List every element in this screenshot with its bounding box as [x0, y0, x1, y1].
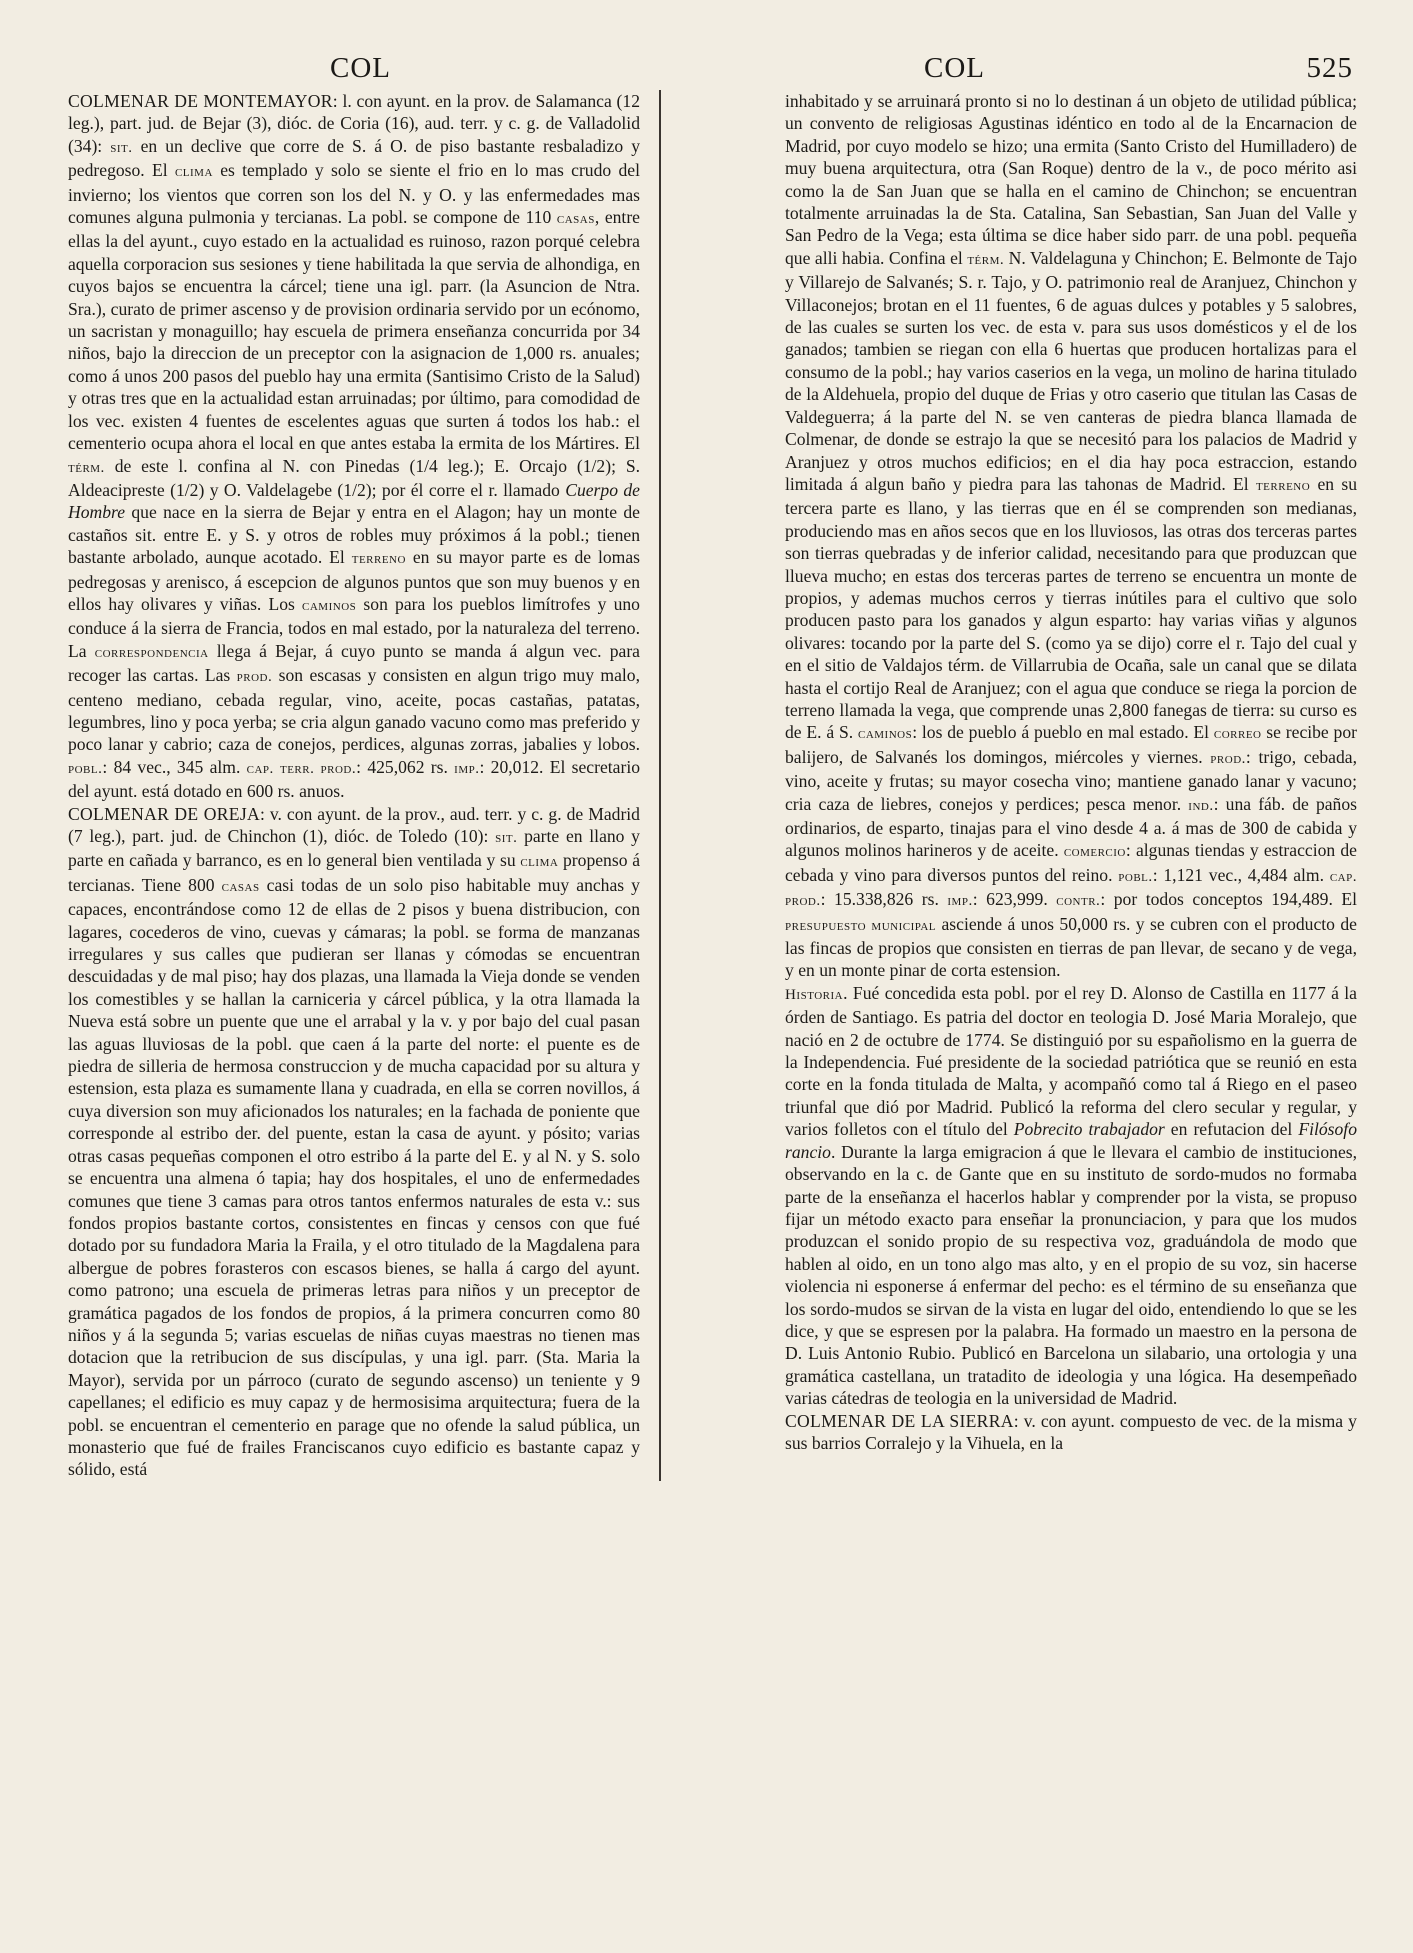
entry-keyword: sit.: [110, 139, 133, 156]
historia-section: [785, 982, 1357, 1410]
entry-text: : 15.338,826 rs.: [820, 889, 948, 910]
entry-headword: COLMENAR DE OREJA: [68, 803, 260, 824]
entry-text: : 425,062 rs.: [356, 756, 455, 777]
entry-text: casi todas de un solo piso habitable muy anchas y capaces, encontrándose como 12 de ellas de 2 pisos y buena distribucion, con lagares, cocederos de vino, cuevas y cámaras; la pobl. se forma de manzanas irregulares y sus calles que pudieran ser llanas y cómodas se encuentran descuidadas y de mal piso; hay dos plazas, una llamada la Vieja donde se venden los comestibles y se hallan la carniceria y cárcel pública, y la otra llamada la Nueva está sobre un puente que une el arrabal y la v. y por bajo del cual pasan las aguas lluviosas de la pobl. que caen á la parte del norte: el puente es de piedra de silleria de hermosa construccion y de mucha capacidad por su altura y estension, esta plaza es sumamente llana y cuadrada, en ella se corren novillos, á cuya diversion son muy aficionados los naturales; en la fachada de poniente que corresponde al estribo der. del puente, estan la casa de ayunt. y pósito; varias otras casas pequeñas componen el otro estribo á la parte del E. y al N. y S. solo se encuentra una almena ó tapia; hay dos hospitales, el uno de enfermedades comunes que tiene 3 camas para otros tantos enfermos naturales de esta v.: sus fondos propios bastante cortos, consistentes en fincas y censos con que fué dotado por su fundadora Maria la Fraila, y el otro titulado de la Magdalena para albergue de pobres forasteros con escasos bienes, se halla á cargo del ayunt. como patrono; una escuela de primeras letras para niños y un preceptor de gramática pagados de los fondos de propios, á la primera concurren como 80 niños y á la segunda 5; varias escuelas de niñas cuyas maestras no tienen mas dotacion que la retribucion de sus discípulas, y una igl. parr. (Sta. Maria la Mayor), servida por un párroco (curato de segundo ascenso) un teniente y 9 capellanes; el edificio es muy capaz y de hermosisima arquitectura; fuera de la pobl. se encuentran el cementerio en parage que no ofende la salud pública, un monasterio que fué de frailes Franciscanos cuyo edificio es bastante capaz y sólido, está: [68, 874, 640, 1480]
entry-keyword: prod.: [236, 669, 273, 686]
entry-text: inhabitado y se arruinará pronto si no lo destinan á un objeto de utilidad pública; un convento de religiosas Agustinas idéntico en todo al de la Encarnacion de Madrid, por cuyo modelo se hizo; una ermita (Santo Cristo del Humilladero) de muy buena arquitectura, otra (San Roque) dentro de la v., de poco mérito asi como la de San Juan que se halla en el camino de Chinchon; se encuentran totalmente arruinadas la de Sta. Catalina, San Sebastian, San Juan del Valle y San Pedro de la Vega; esta última se dice haber sido parr. de una pobl. pequeña que alli habia. Confina el: [785, 91, 1357, 268]
entry-text: : 623,999.: [972, 889, 1057, 910]
entry-keyword: casas: [221, 878, 260, 895]
entry-keyword: ind.: [1188, 797, 1214, 814]
entry-text: : algunas tiendas y estraccion de cebada y vino para diversos puntos del reino.: [785, 840, 1357, 885]
entry-text: propenso á tercianas. Tiene 800: [68, 850, 641, 895]
entry-text: : 84 vec., 345 alm.: [102, 756, 247, 777]
entry-text: parte en llano y parte en cañada y barranco, es en lo general bien ventilada y su: [68, 826, 640, 871]
entry-keyword: térm.: [68, 459, 105, 476]
entry-keyword: clima: [520, 854, 559, 871]
entry-text: : 1,121 vec., 4,484 alm.: [1152, 864, 1330, 885]
running-head-right: COL: [924, 52, 985, 84]
entry-text: : 20,012. El secretario del ayunt. está dotado en 600 rs. anuos.: [68, 756, 640, 802]
entry-text: son para los pueblos limítrofes y uno conduce á la sierra de Francia, todos en mal estado, por la naturaleza del terreno. La: [68, 593, 640, 661]
entry-keyword: cap. prod.: [785, 868, 1357, 910]
historia-label: Historia: [785, 986, 844, 1003]
entry-headword: COLMENAR DE MONTEMAYOR: [68, 91, 333, 111]
entry-text: llega á Bejar, á cuyo punto se manda á algun vec. para recoger las cartas. Las: [68, 640, 640, 686]
entry-text: , entre ellas la del ayunt., cuyo estado en la actualidad es ruinoso, razon porqué celebra aquella corporacion sus sesiones y tiene habilitada la que servia de alhondiga, en cuyos bajos se encuentra la cárcel; tiene una igl. parr. (la Asuncion de Ntra. Sra.), curato de primer ascenso y de provision ordinaria servido por un ecónomo, un sacristan y monaguillo; hay escuela de primera enseñanza concurrida por 34 niños, bajo la direccion de un preceptor con la asignacion de 1,000 rs. anuales; como á unos 200 pasos del pueblo hay una ermita (Santisimo Cristo de la Salud) y otras tres que en la actualidad estan arruinadas; por último, para comodidad de los vec. existen 4 fuentes de escelentes aguas que surten á todos los hab.: el cementerio ocupa ahora el local en que antes estaba la ermita de los Mártires. El: [68, 207, 640, 454]
entry-keyword: terreno: [351, 551, 406, 568]
entry-text: de este l. confina al N. con Pinedas (1/4 leg.); E. Orcajo (1/2); S. Aldeacipreste (1/2) y O. Valdelagebe (1/2); por él corre el r. llamado: [68, 455, 640, 500]
entry-italic: Cuerpo de Hombre: [68, 479, 640, 523]
entry-keyword: casas: [556, 211, 595, 228]
entry-text: N. Valdelaguna y Chinchon; E. Belmonte de Tajo y Villarejo de Salvanés; S. r. Tajo, y O. patrimonio real de Aranjuez, Chinchon y Villaconejos; brotan en el 11 fuentes, 6 de aguas dulces y potables y 5 salobres, de las cuales se surten los vec. de esta v. para sus usos domésticos y el de los ganados; tambien se riegan con ella 6 huertas que producen hortalizas para el consumo de la pobl.; hay varios caserios en la vega, un molino de harina titulado de la Aldehuela, propio del duque de Frias y otro caserio que titulan las Casas de Valdeguerra; á la parte del N. se ven canteras de piedra blanca llamada de Colmenar, de donde se estrajo la que se necesitó para los palacios de Madrid y Aranjuez y otros muchos edificios; en el dia hay poca estraccion, estando limitada á algun baño y piedra para las tahonas de Madrid. El: [785, 247, 1357, 494]
entry-keyword: correspondencia: [94, 644, 209, 661]
column-divider: [659, 90, 661, 1481]
running-head-left: COL: [330, 52, 391, 84]
entry-text: : trigo, cebada, vino, aceite y frutas; su mayor cosecha vino; mantiene ganado lanar y vacuno; cria caza de liebres, conejos y perdices; pesca menor.: [785, 746, 1357, 814]
entry-text: . Fué concedida esta pobl. por el rey D. Alonso de Castilla en 1177 á la órden de Santiago. Es patria del doctor en teologia D. José Maria Moralejo, que nació en 2 de octubre de 1774. Se distinguió por su españolismo en la guerra de la Independencia. Fué presidente de la sociedad patriótica que se reunió en esta corte en la fonda titulada de Malta, y acompañó como tal á Riego en el paseo triunfal que dió por Madrid. Publicó la reforma del clero secular y regular, y varios folletos con el título del: [785, 982, 1357, 1140]
entry-text: en refutacion del: [1164, 1119, 1299, 1140]
entry-text: : los de pueblo á pueblo en mal estado. El: [912, 722, 1214, 743]
entry-keyword: terreno: [1255, 477, 1311, 494]
entry-keyword: sit.: [495, 830, 518, 846]
entry-keyword: imp.: [454, 760, 480, 777]
entry-text: en su mayor parte es de lomas pedregosas y arenisco, á escepcion de algunos puntos que son muy buenos y en ellos hay olivares y viñas. Los: [68, 547, 640, 614]
entry-keyword: caminos: [857, 726, 913, 743]
entry-text: . Durante la larga emigracion á que le llevara el cambio de instituciones, observando en la c. de Gante que en su instituto de sordo-mudos no formaba parte de la enseñanza el hacerlos hablar y comprender por la vista, se propuso fijar un método exacto para enseñar la pronunciacion, y para que los mudos produzcan el sonido propio de su respectiva voz, graduándola de modo que hablen al oido, en un tono algo mas alto, y en el propio de su voz, sin hacerse violencia ni esponerse á enfermar del pecho: es el término de su enseñanza que los sordo-mudos se sirvan de la vista en lugar del oido, entendiendo lo que se les dice, y que se espresen por la palabra. Ha formado un maestro en la persona de D. Luis Antonio Rubio. Publicó en Barcelona un silabario, una ortologia y una gramática castellana, un tratadito de ideologia y una lógica. Ha desempeñado varias cátedras de teologia en la universidad de Madrid.: [785, 1141, 1357, 1409]
entry-colmenar-de-oreja: [68, 803, 640, 1481]
page-number: 525: [1306, 52, 1353, 84]
entry-colmenar-de-montemayor: [68, 90, 640, 803]
entry-text: en su tercera parte es llano, y las tierras que en él se comprenden son medianas, produciendo mas en años secos que en los lluviosos, las otras dos terceras partes son tierras quebradas y de inferior calidad, necesitando para que produzcan que llueva mucho; en estas dos terceras partes de terreno se encuentra un monte de propios, y ademas muchos cerros y tierras inútiles para el cultivo que solo producen pasto para los ganados y algun esparto: hay varias viñas y algunos olivares: tocando por la parte del S. (como ya se dijo) corre el r. Tajo del cual y en el sitio de Valdajos térm. de Villarrubia de Ocaña, sale un canal que se dilata hasta el cortijo Real de Aranjuez; con el agua que conduce se riega la porcion de terreno llamada la vega, que comprende unas 2,800 fanegas de tierra: su curso es de E. á S.: [785, 473, 1358, 743]
entry-text: se recibe por balijero, de Salvanés los domingos, miércoles y viernes.: [785, 722, 1358, 767]
entry-text: : v. con ayunt. de la prov., aud. terr. y c. g. de Madrid (7 leg.), part. jud. de Chinchon (1), dióc. de Toledo (10):: [68, 803, 640, 846]
entry-italic: Filósofo rancio: [785, 1119, 1357, 1162]
entry-text: es templado y solo se siente el frio en lo mas crudo del invierno; los vientos que corren son los del N. y O. y las enfermedades mas comunes alguna pulmonia y tercianas. La pobl. se compone de 110: [68, 160, 640, 228]
entry-keyword: prod.: [1210, 750, 1246, 767]
entry-headword: COLMENAR DE LA SIERRA: [785, 1410, 1014, 1431]
entry-text: son escasas y consisten en algun trigo muy malo, centeno mediano, cebada regular, vino, aceite, pocas castañas, patatas, legumbres, lino y poca yerba; se cria algun ganado vacuno como mas preferido y poco lanar y cabrio; caza de conejos, perdices, algunas zorras, jabalies y lobos.: [68, 665, 640, 755]
entry-keyword: presupuesto municipal: [785, 917, 937, 934]
left-column: [68, 90, 640, 1481]
entry-keyword: térm.: [967, 251, 1005, 268]
entry-keyword: correo: [1213, 726, 1262, 743]
running-header: [68, 52, 1357, 86]
entry-colmenar-de-oreja-continued: [785, 90, 1357, 982]
entry-keyword: imp.: [947, 893, 973, 910]
entry-keyword: pobl.: [68, 760, 103, 777]
entry-text: : una fáb. de paños ordinarios, de esparto, tinajas para el vino desde 4 a. á mas de 300 de cabida y algunos molinos harineros y de aceite.: [785, 793, 1358, 861]
entry-text: : l. con ayunt. en la prov. de Salamanca (12 leg.), part. jud. de Bejar (3), dióc. de Coria (16), aud. terr. y c. g. de Valladolid (34):: [68, 91, 640, 156]
entry-keyword: caminos: [302, 597, 357, 614]
text-columns: [68, 90, 1357, 1481]
entry-text: en un declive que corre de S. á O. de piso bastante resbaladizo y pedregoso. El: [68, 135, 641, 181]
entry-keyword: pobl.: [1118, 868, 1153, 885]
entry-text: asciende á unos 50,000 rs. y se cubren con el producto de las fincas de propios que consisten en tierras de pan llevar, de secano y de vega, y en un monte pinar de corta estension.: [785, 913, 1357, 981]
entry-keyword: clima: [174, 164, 213, 181]
entry-text: : por todos conceptos 194,489. El: [1100, 889, 1358, 910]
entry-text: que nace en la sierra de Bejar y entra en el Alagon; hay un monte de castaños sit. entre E. y S. y otros de robles muy próximos á la pobl.; tienen bastante arbolado, aunque acotado. El: [68, 502, 640, 568]
entry-colmenar-de-la-sierra: [785, 1410, 1357, 1455]
entry-text: : v. con ayunt. compuesto de vec. de la misma y sus barrios Corralejo y la Vihuela, en la: [785, 1410, 1357, 1453]
entry-keyword: cap. terr. prod.: [246, 760, 357, 777]
entry-italic: Pobrecito trabajador: [1013, 1119, 1165, 1140]
right-column: [785, 90, 1357, 1481]
entry-keyword: contr.: [1056, 893, 1101, 910]
entry-keyword: comercio: [1063, 844, 1126, 861]
